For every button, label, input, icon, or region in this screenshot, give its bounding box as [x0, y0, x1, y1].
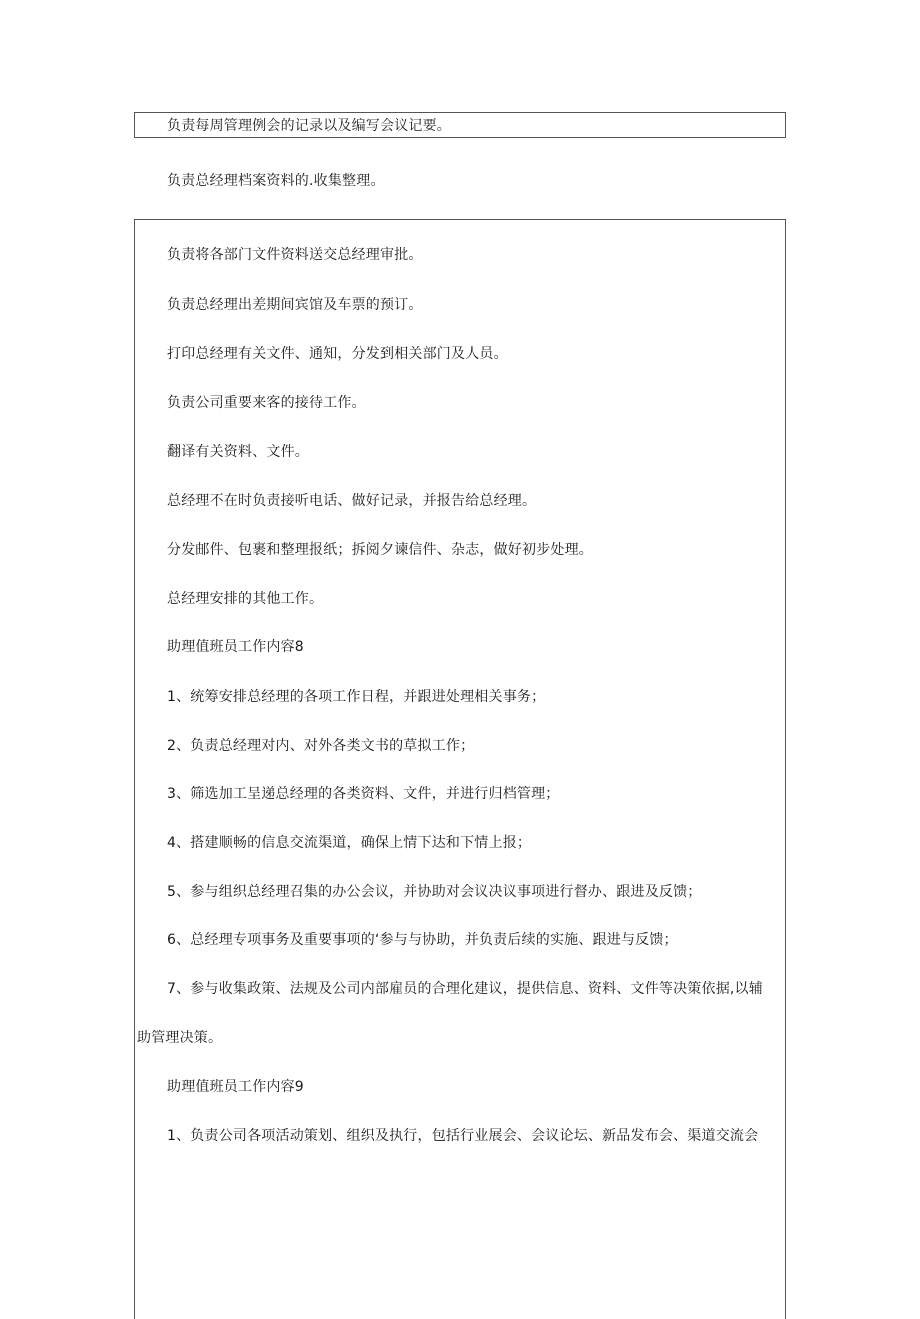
list-item-8-1: 1、统筹安排总经理的各项工作日程，并跟进处理相关事务； — [167, 689, 546, 705]
duty-line-2: 负责总经理出差期间宾馆及车票的预订。 — [167, 297, 423, 313]
duty-line-3: 打印总经理有关文件、通知，分发到相关部门及人员。 — [167, 346, 508, 362]
list-item-8-7-continued: 助管理决策。 — [137, 1030, 223, 1046]
list-item-8-4: 4、搭建顺畅的信息交流渠道，确保上情下达和下情上报； — [167, 835, 532, 851]
duty-line-8: 总经理安排的其他工作。 — [167, 591, 324, 607]
archive-line: 负责总经理档案资料的.收集整理。 — [167, 173, 385, 189]
list-item-8-2: 2、负责总经理对内、对外各类文书的草拟工作； — [167, 738, 475, 754]
duty-line-6: 总经理不在时负责接听电话、做好记录，并报告给总经理。 — [167, 493, 537, 509]
list-item-8-3: 3、筛选加工呈递总经理的各类资料、文件，并进行归档管理； — [167, 786, 560, 802]
list-item-8-6: 6、总经理专项事务及重要事项的‘参与与协助，并负责后续的实施、跟进与反馈； — [167, 932, 678, 948]
duty-line-7: 分发邮件、包裹和整理报纸；拆阅夕谏信件、杂志，做好初步处理。 — [167, 542, 593, 558]
section-heading-8: 助理值班员工作内容8 — [167, 639, 304, 655]
list-item-8-7: 7、参与收集政策、法规及公司内部雇员的合理化建议，提供信息、资料、文件等决策依据,以辅 — [167, 981, 763, 997]
section-heading-9: 助理值班员工作内容9 — [167, 1079, 304, 1095]
meeting-record-line: 负责每周管理例会的记录以及编写会议记要。 — [167, 118, 451, 134]
main-table-cell — [134, 219, 786, 1319]
list-item-8-5: 5、参与组织总经理召集的办公会议，并协助对会议决议事项进行督办、跟进及反馈； — [167, 884, 702, 900]
list-item-9-1: 1、负责公司各项活动策划、组织及执行，包括行业展会、会议论坛、新品发布会、渠道交流会 — [167, 1128, 759, 1144]
duty-line-4: 负责公司重要来客的接待工作。 — [167, 395, 366, 411]
duty-line-5: 翻译有关资料、文件。 — [167, 444, 309, 460]
duty-line-1: 负责将各部门文件资料送交总经理审批。 — [167, 247, 423, 263]
